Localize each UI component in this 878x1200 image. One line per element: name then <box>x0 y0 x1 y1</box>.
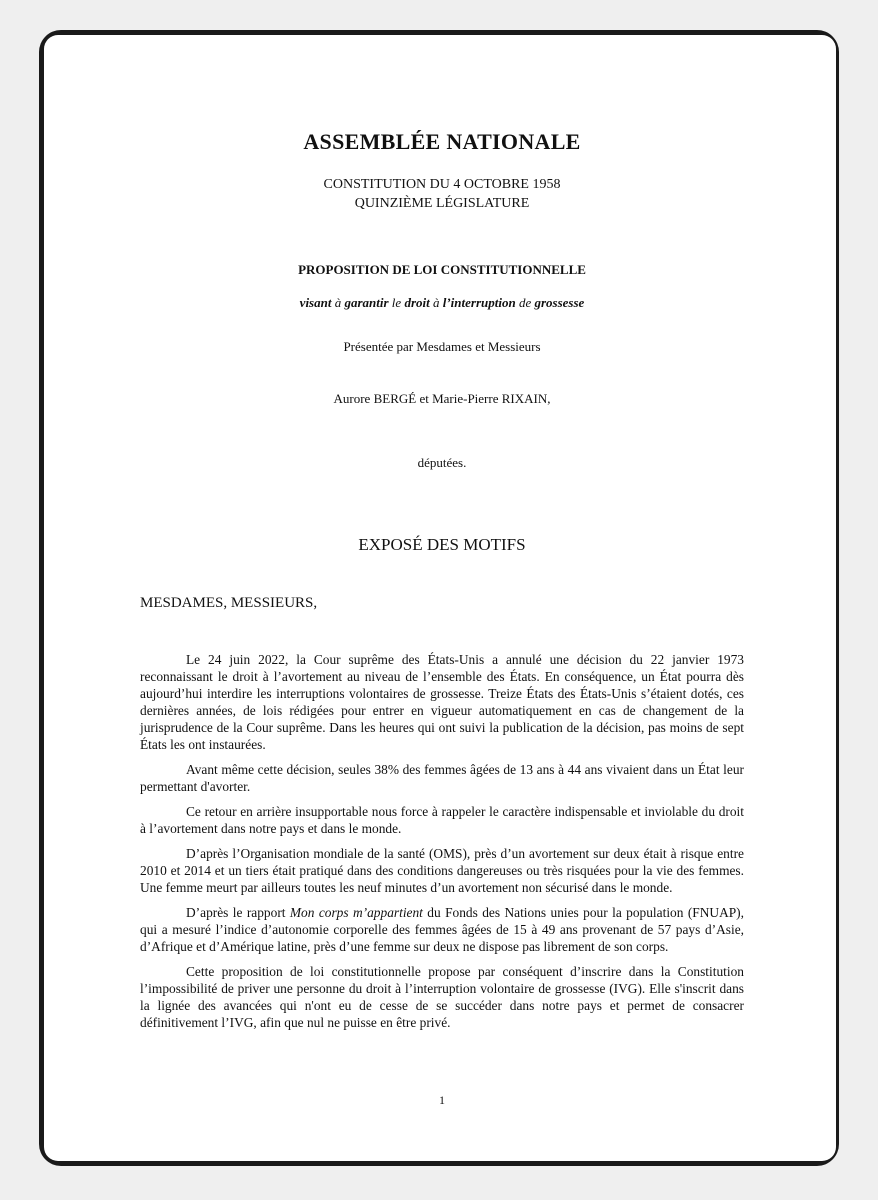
constitution-line: CONSTITUTION DU 4 OCTOBRE 1958 <box>323 177 561 192</box>
paragraph-rest: du Fonds des Nations unies pour la population (FNUAP), qui a mesuré l’indice d’autonomie corporelle des femmes âgées de 15 à 49 ans provenant de 57 pays d’Asie, d’Afrique et d’Amérique latine, près d’une femme sur deux ne dispose pas librement de son corps. <box>140 905 744 954</box>
subtitle-word: grossesse <box>534 295 585 310</box>
subtitle-word: à <box>429 295 443 310</box>
paragraph: Le 24 juin 2022, la Cour suprême des États-Unis a annulé une décision du 22 janvier 1973 reconnaissant le droit à l’avortement au niveau de l’ensemble des États. En conséquence, un État pourra dès aujourd’hui interdire les interruptions volontaires de grossesse. Treize États des États-Unis s’étaient dotés, ces dernières années, de lois rédigées pour entrer en vigueur automatiquement en cas de changement de la jurisprudence de la Cour suprême. Dans les heures qui ont suivi la publication de la décision, pas moins de sept États les ont instaurées. <box>140 652 744 752</box>
subtitle-word: l’interruption <box>442 295 516 310</box>
authors-role: députées. <box>417 455 467 470</box>
proposal-title: PROPOSITION DE LOI CONSTITUTIONNELLE <box>298 262 586 277</box>
salutation: MESDAMES, MESSIEURS, <box>140 595 318 611</box>
report-title: Mon corps m’appartient <box>289 905 423 920</box>
presented-by: Présentée par Mesdames et Messieurs <box>343 339 541 354</box>
paragraph <box>140 904 744 955</box>
legislature-line: QUINZIÈME LÉGISLATURE <box>354 196 530 211</box>
paragraph-lead: D’après le rapport <box>186 905 290 920</box>
subtitle-word: à <box>331 295 345 310</box>
document-page <box>44 35 836 1161</box>
proposal-subtitle <box>140 295 744 311</box>
paragraph: Cette proposition de loi constitutionnelle propose par conséquent d’inscrire dans la Constitution l’impossibilité de priver une personne du droit à l’interruption volontaire de grossesse (IVG). Elle s'inscrit dans la lignée des avancées qui n'ont eu de cesse de se succéder dans notre pays et permet de consacrer définitivement l’IVG, afin que nul ne puisse en être privé. <box>140 964 744 1030</box>
paragraph: D’après l’Organisation mondiale de la santé (OMS), près d’un avortement sur deux était à risque entre 2010 et 2014 et un tiers était pratiqué dans des conditions dangereuses ou très risquées pour la vie des femmes. Une femme meurt par ailleurs toutes les neuf minutes d’un avortement non sécurisé dans le monde. <box>140 846 744 895</box>
authors: Aurore BERGÉ et Marie-Pierre RIXAIN, <box>333 391 551 406</box>
subtitle-word: droit <box>404 295 430 310</box>
paragraph: Ce retour en arrière insupportable nous force à rappeler le caractère indispensable et inviolable du droit à l’avortement dans notre pays et dans le monde. <box>140 804 744 836</box>
page-number: 1 <box>439 1093 445 1107</box>
subtitle-word: visant <box>299 295 332 310</box>
assembly-title: ASSEMBLÉE NATIONALE <box>303 129 581 154</box>
motives-body <box>140 651 744 1039</box>
subtitle-word: de <box>515 295 535 310</box>
section-title: EXPOSÉ DES MOTIFS <box>358 535 526 554</box>
subtitle-word: le <box>388 295 405 310</box>
paragraph: Avant même cette décision, seules 38% des femmes âgées de 13 ans à 44 ans vivaient dans un État leur permettant d'avorter. <box>140 762 744 794</box>
subtitle-word: garantir <box>344 295 389 310</box>
